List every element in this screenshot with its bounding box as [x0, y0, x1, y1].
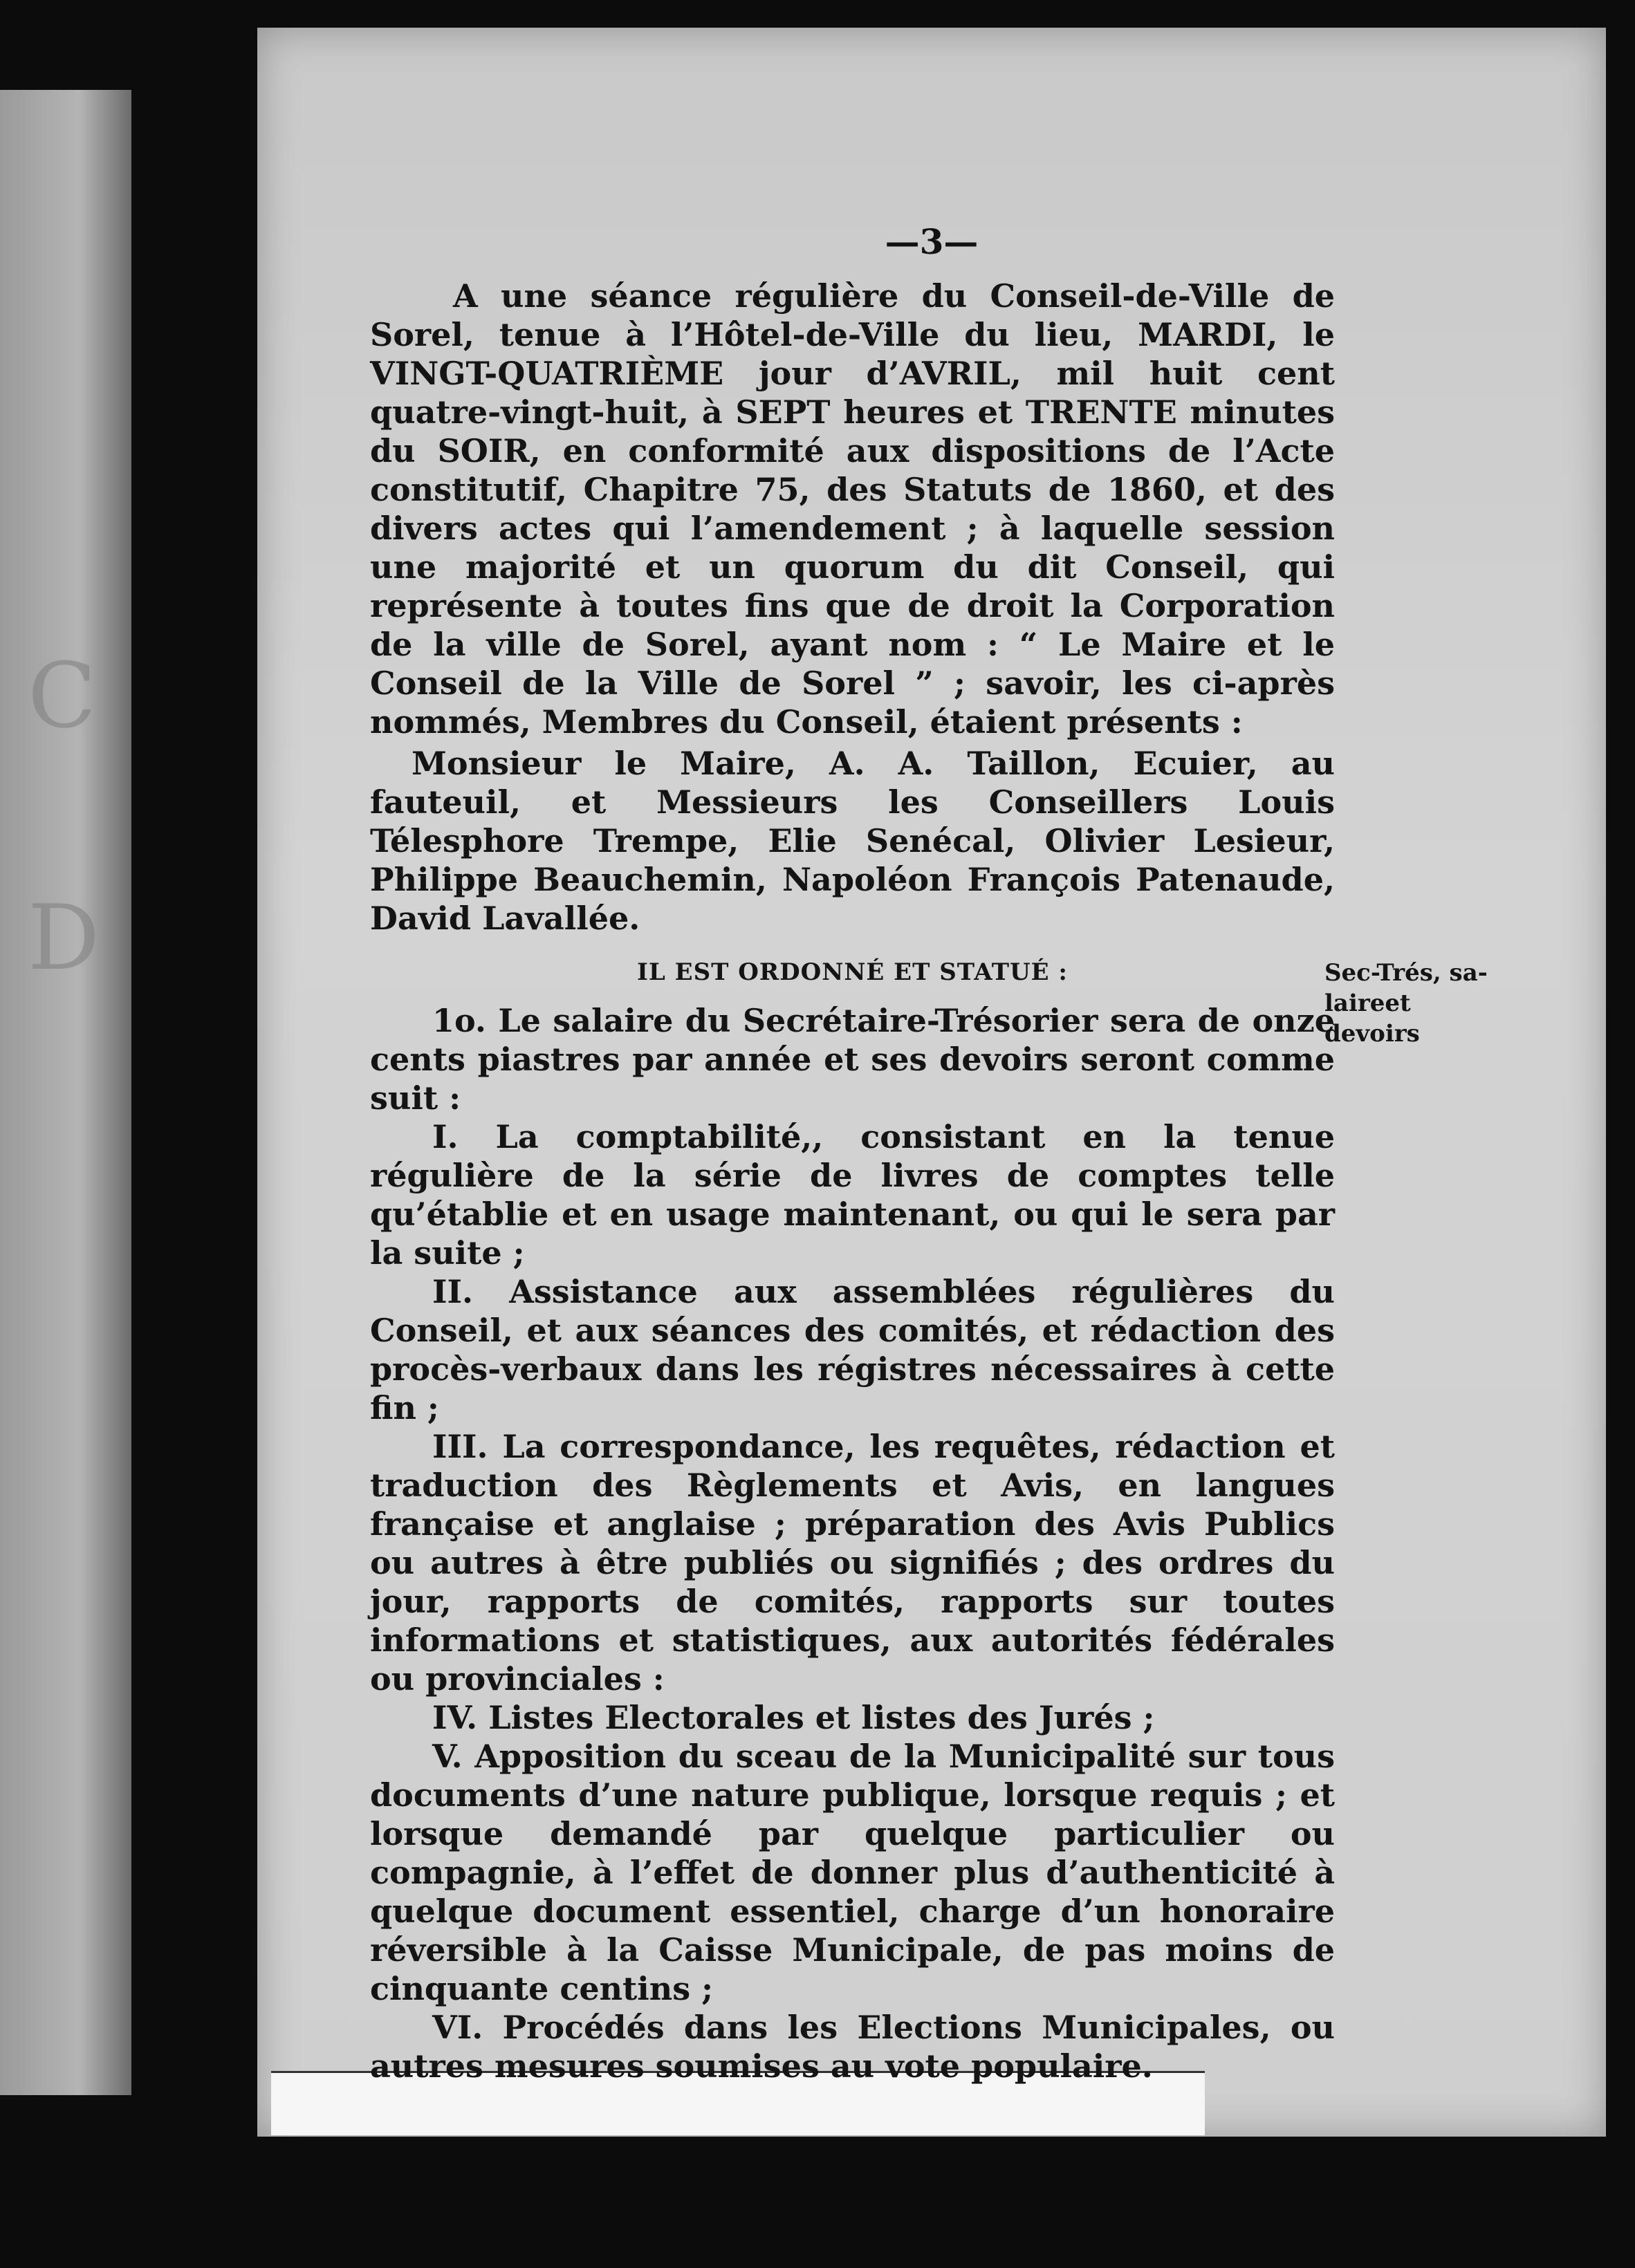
article-1: 1o. Le salaire du Secrétaire-Trésorier sera de onze cents piastres par année et ses devoirs seront comme suit : — [370, 1002, 1335, 1117]
duty-item-IV: IV. Listes Electorales et listes des Jurés ; — [432, 1699, 1155, 1736]
facing-page-bleed: C — [28, 643, 97, 748]
margin-note — [1324, 958, 1504, 1049]
members-paragraph: Monsieur le Maire, A. A. Taillon, Ecuier, au fauteuil, et Messieurs les Conseillers Louis Télesphore Trempe, Elie Senécal, Olivier Lesieur, Philippe Beauchemin, Napoléon François Patenaude, David Lavallée. — [370, 745, 1335, 937]
margin-note-line: laireet devoirs — [1324, 989, 1420, 1048]
duty-item-II: II. Assistance aux assemblées régulières du Conseil, et aux séances des comités, et rédaction des procès-verbaux dans les régistres nécessaires à cette fin ; — [370, 1273, 1335, 1426]
facing-page-edge — [0, 90, 131, 2095]
duty-item-III: III. La correspondance, les requêtes, rédaction et traduction des Règlements et Avis, en langues française et anglaise ; préparation des Avis Publics ou autres à être publiés ou signifiés ; des ordres du jour, rapports de comités, rapports sur toutes informations et statistiques, aux autorités fédérales ou provinciales : — [370, 1428, 1335, 1698]
page-number: —3— — [885, 221, 979, 262]
opening-paragraph: A une séance régulière du Conseil-de-Ville de Sorel, tenue à l’Hôtel-de-Ville du lieu, MARDI, le VINGT-QUATRIÈME jour d’AVRIL, mil huit cent quatre-vingt-huit, à SEPT heures et TRENTE minutes du SOIR, en conformité aux dispositions de l’Acte constitutif, Chapitre 75, des Statuts de 1860, et des divers actes qui l’amendement ; à laquelle session une majorité et un quorum du dit Conseil, qui représente à toutes fins que de droit la Corporation de la ville de Sorel, ayant nom : “ Le Maire et le Conseil de la Ville de Sorel ” ; savoir, les ci-après nommés, Membres du Conseil, étaient présents : — [370, 277, 1335, 741]
decree-heading: IL EST ORDONNÉ ET STATUÉ : — [637, 958, 1068, 986]
document-body — [370, 277, 1335, 2085]
duty-item-I: I. La comptabilité,, consistant en la tenue régulière de la série de livres de comptes telle qu’établie et en usage maintenant, ou qui le sera par la suite ; — [370, 1118, 1335, 1272]
duty-item-V: V. Apposition du sceau de la Municipalité sur tous documents d’une nature publique, lorsque requis ; et lorsque demandé par quelque particulier ou compagnie, à l’effet de donner plus d’authenticité à quelque document essentiel, charge d’un honoraire réversible à la Caisse Municipale, de pas moins de cinquante centins ; — [370, 1738, 1335, 2007]
duty-item-VI: VI. Procédés dans les Elections Municipales, ou autres mesures soumises au vote populaire. — [370, 2009, 1335, 2085]
margin-note-line: Sec-Trés, sa- — [1324, 959, 1488, 987]
facing-page-bleed: D — [28, 885, 100, 990]
